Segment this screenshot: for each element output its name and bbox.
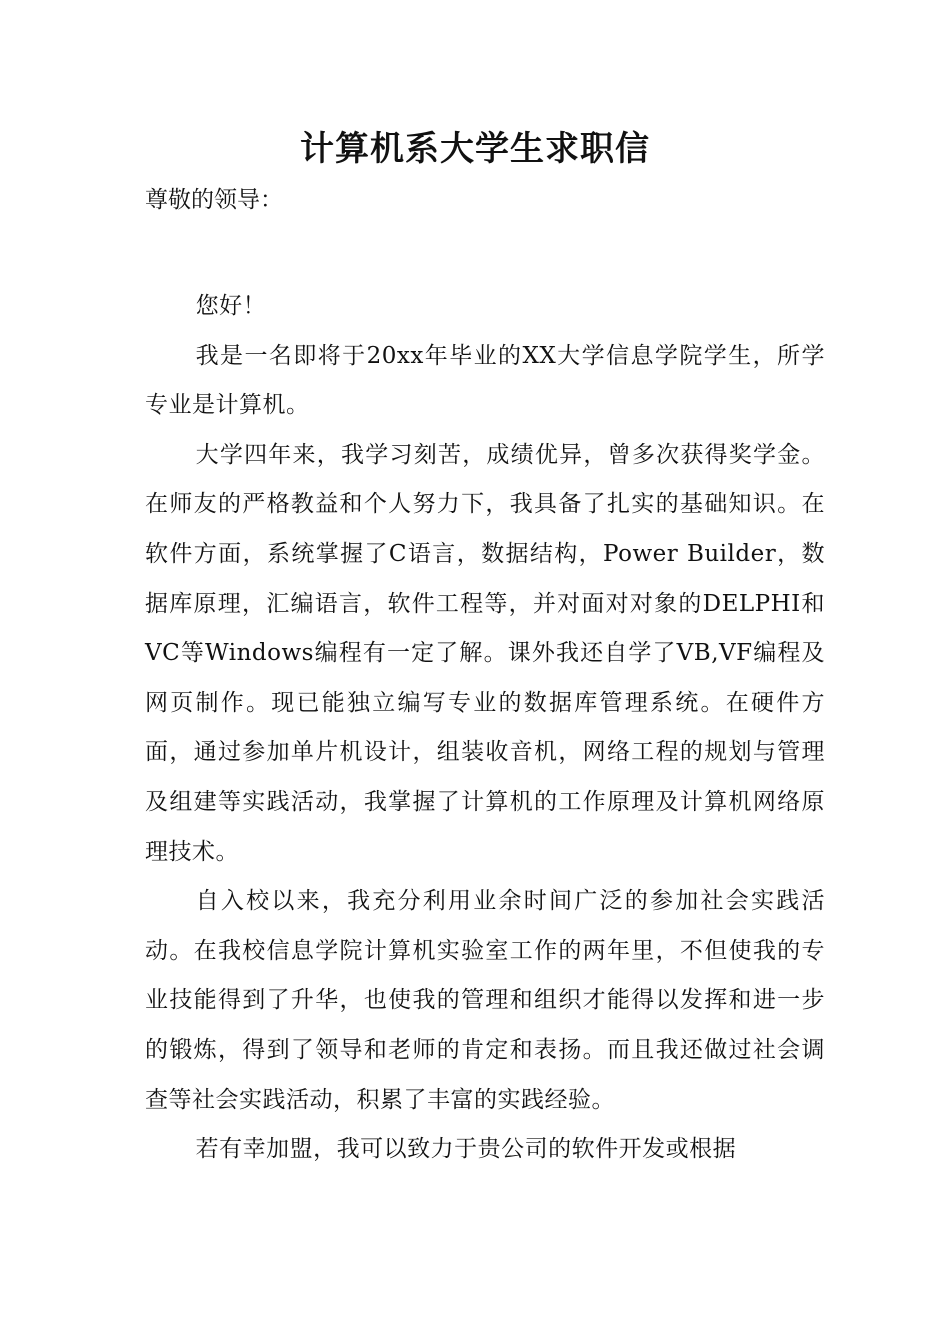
paragraph-closing-partial: 若有幸加盟，我可以致力于贵公司的软件开发或根据: [195, 1136, 737, 1163]
letter-body: [145, 282, 825, 1175]
salutation: 尊敬的领导：: [145, 187, 283, 213]
paragraph-greeting: 您好！: [195, 293, 267, 319]
paragraph-introduction: 我是一名即将于20xx年毕业的XX大学信息学院学生，所学专业是计算机。: [145, 342, 825, 419]
paragraph-practice: 自入校以来，我充分利用业余时间广泛的参加社会实践活动。在我校信息学院计算机实验室工作的两年里，不但使我的专业技能得到了升华，也使我的管理和组织才能得以发挥和进一步的锻炼，得到了领导和老师的肯定和表扬。而且我还做过社会调查等社会实践活动，积累了丰富的实践经验。: [145, 888, 825, 1113]
paragraph-academics: 大学四年来，我学习刻苦，成绩优异，曾多次获得奖学金。在师友的严格教益和个人努力下，我具备了扎实的基础知识。在软件方面，系统掌握了C语言，数据结构，Power Builder，数据库原理，汇编语言，软件工程等，并对面对对象的DELPHI和VC等Windows编程有一定了解。课外我还自学了VB,VF编程及网页制作。现已能独立编写专业的数据库管理系统。在硬件方面，通过参加单片机设计，组装收音机，网络工程的规划与管理及组建等实践活动，我掌握了计算机的工作原理及计算机网络原理技术。: [145, 441, 825, 865]
document-title: 计算机系大学生求职信: [300, 129, 650, 169]
